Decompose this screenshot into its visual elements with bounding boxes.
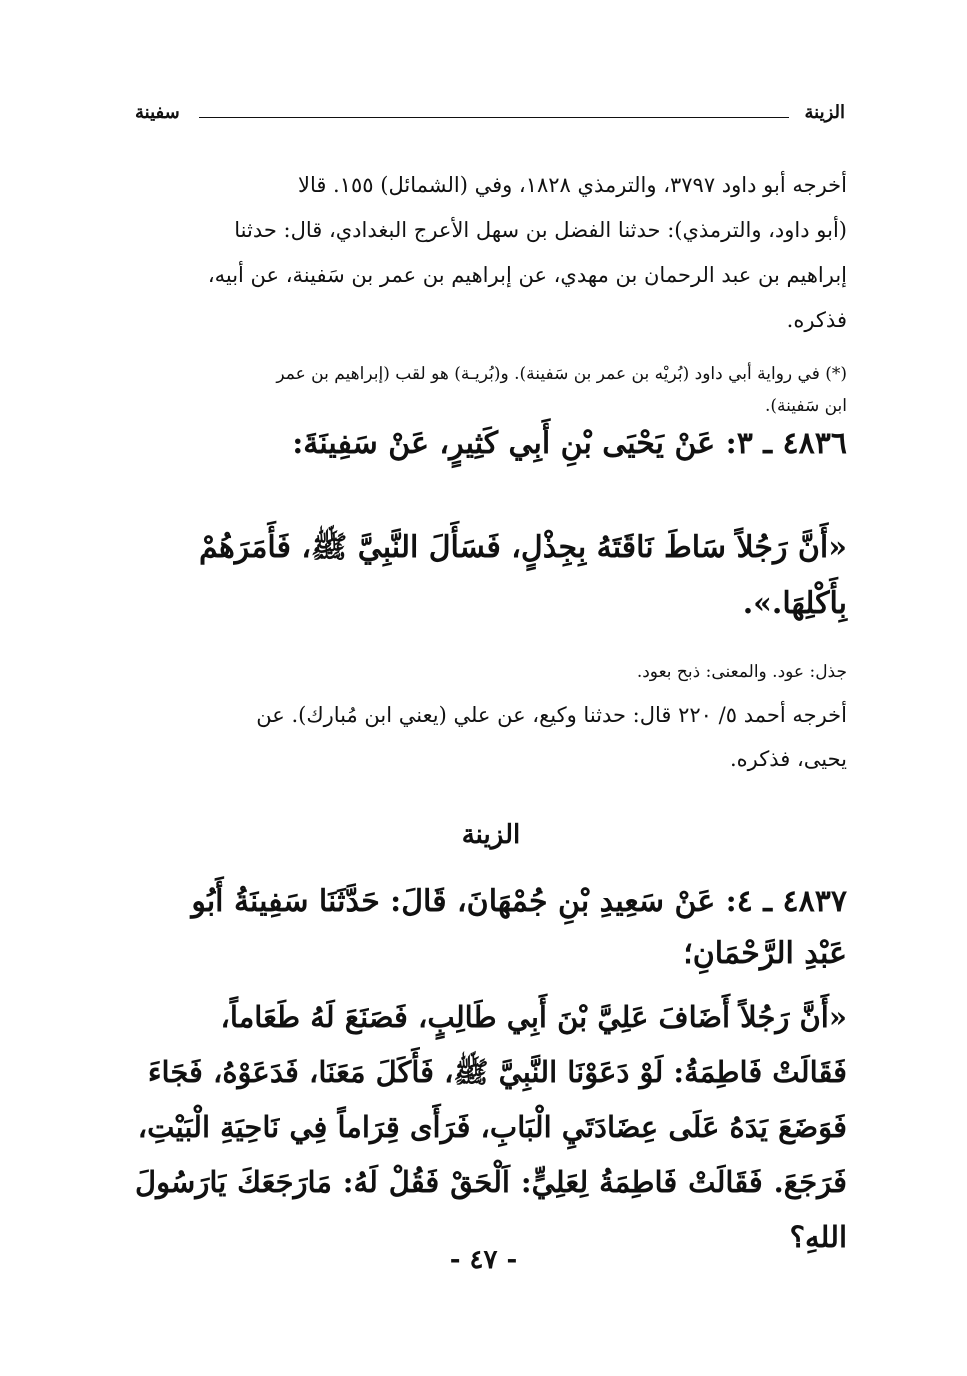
hadith-4836-heading (135, 418, 847, 470)
takhrij-2-line: أخرجه أحمد ٥/ ٢٢٠ قال: حدثنا وكيع، عن علي (يعني ابن مُبارك). عن (256, 703, 847, 727)
hadith-4837-heading (135, 876, 847, 980)
hadith-4837-line: فَقَالَتْ فَاطِمَةُ: لَوْ دَعَوْنَا النَّبِيَّ ﷺ، فَأَكَلَ مَعَنَا، فَدَعَوْهُ، فَجَاءَ (147, 1055, 847, 1089)
header-narrator-name: سفينة (135, 102, 180, 123)
footnote-line: ابن سَفينة). (764, 396, 847, 416)
takhrij-1-line: فذكره. (786, 308, 847, 332)
hadith-4837-heading-line: ٤٨٣٧ ـ ٤: عَنْ سَعِيدِ بْنِ جُمْهَانَ، قَالَ: حَدَّثَنَا سَفِينَةُ أَبُو (191, 884, 847, 919)
takhrij-1-line: أخرجه أبو داود ٣٧٩٧، والترمذي ١٨٢٨، وفي (الشمائل) ١٥٥. قالا (297, 173, 847, 197)
hadith-4837-line: فَرَجَعَ. فَقَالَتْ فَاطِمَةُ لِعَلِيٍّ: اَلْحَقْ فَقُلْ لَهُ: مَارَجَعَكَ يَارَسُولَ اللهِ؟ (135, 1165, 847, 1254)
takhrij-1-line: إبراهيم بن عبد الرحمان بن مهدي، عن إبراهيم بن عمر بن سَفينة، عن أبيه، (207, 263, 847, 287)
hadith-4836-text (135, 520, 847, 632)
hadith-4837-heading-line: عَبْدِ الرَّحْمَانِ؛ (683, 936, 847, 971)
header-rule (199, 117, 789, 118)
section-title: الزينة (461, 820, 521, 850)
hadith-4836-heading-line: ٤٨٣٦ ـ ٣: عَنْ يَحْيَى بْنِ أَبِي كَثِيرٍ، عَنْ سَفِينَةَ: (292, 426, 847, 461)
hadith-4837-line: فَوَضَعَ يَدَهُ عَلَى عِضَادَتَيِ الْبَابِ، فَرَأَى قِرَاماً فِي نَاحِيَةِ الْبَيْتِ، (137, 1110, 847, 1144)
hadith-4836-line: «أَنَّ رَجُلاً سَاطَ نَاقَتَهُ بِجِذْلٍ، فَسَأَلَ النَّبِيَّ ﷺ، فَأَمَرَهُمْ (199, 530, 847, 565)
takhrij-1-line: (أبو داود، والترمذي): حدثنا الفضل بن سهل الأعرج البغدادي، قال: حدثنا (234, 218, 847, 242)
footnote-line: (*) في رواية أبي داود (بُريْه بن عمر بن سَفينة). و(بُريـة) هو لقب (إبراهيم بن عمر (276, 364, 847, 384)
takhrij-paragraph-2 (135, 693, 847, 781)
takhrij-paragraph-1 (135, 163, 847, 343)
gloss-line: جذل: عود. والمعنى: ذبح بعود. (636, 662, 847, 682)
hadith-4836-line: بِأَكْلِهَا.». (742, 586, 847, 621)
word-gloss (135, 656, 847, 688)
hadith-4837-text (135, 990, 847, 1265)
footnote (135, 358, 847, 422)
header-chapter-title: الزينة (804, 102, 845, 123)
takhrij-2-line: يحيى، فذكره. (729, 747, 847, 771)
page-number: - ٤٧ - (449, 1245, 518, 1275)
running-header (135, 98, 845, 128)
hadith-4837-line: «أَنَّ رَجُلاً أَضَافَ عَلِيَّ بْنَ أَبِي طَالِبٍ، فَصَنَعَ لَهُ طَعَاماً، (220, 1000, 847, 1034)
